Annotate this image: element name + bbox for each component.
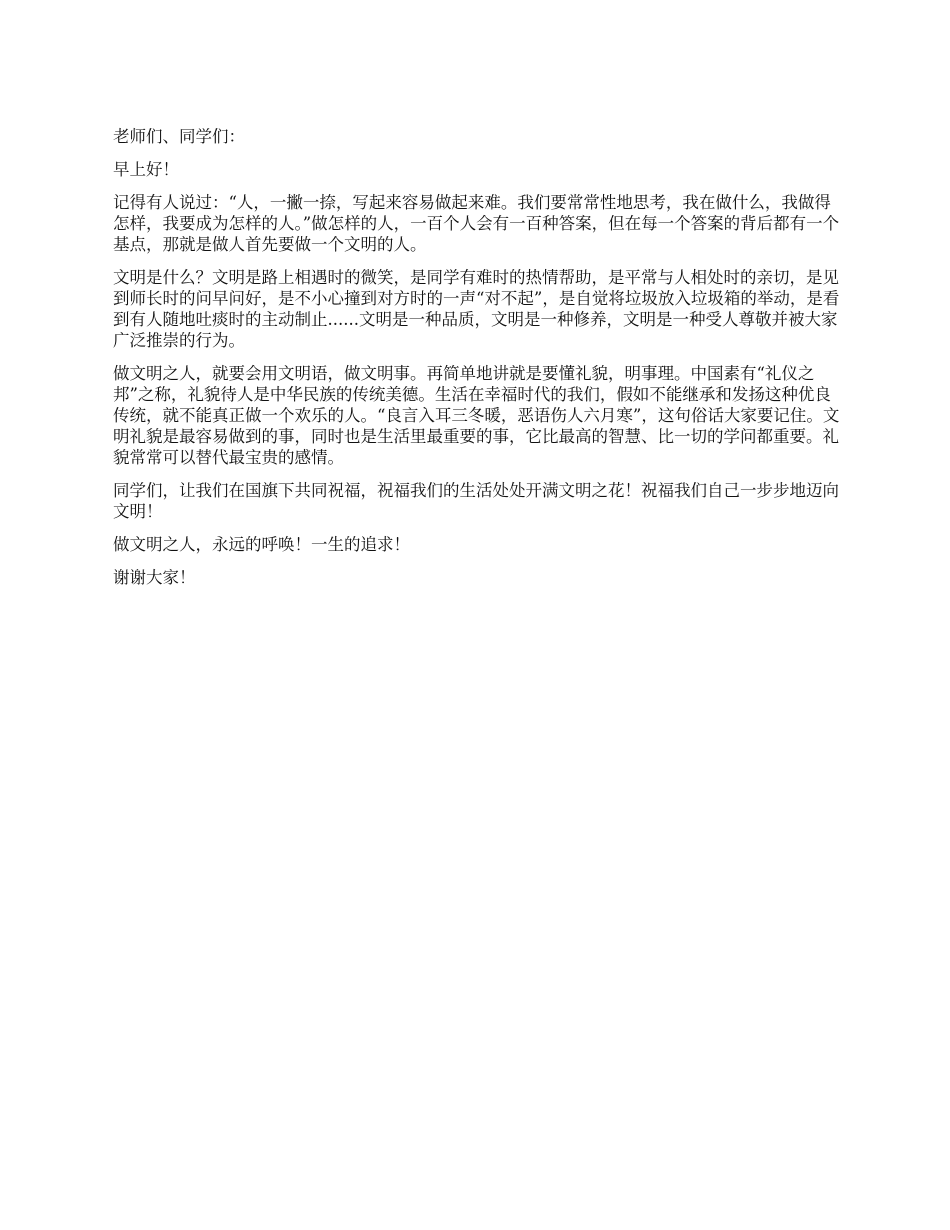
paragraph-blessing: 同学们，让我们在国旗下共同祝福，祝福我们的生活处处开满文明之花！祝福我们自己一步步地迈向文明！ <box>113 481 839 521</box>
paragraph-call: 做文明之人，永远的呼唤！一生的追求！ <box>113 535 410 554</box>
speech-body <box>113 126 843 600</box>
paragraph-what-is-civility: 文明是什么？文明是路上相遇时的微笑，是同学有难时的热情帮助，是平常与人相处时的亲切，是见到师长时的问早问好，是不小心撞到对方时的一声“对不起”，是自觉将垃圾放入垃圾箱的举动，是看到有人随地吐痰时的主动制止......文明是一种品质，文明是一种修养，文明是一种受人尊敬并被大家广泛推崇的行为。 <box>113 268 840 350</box>
salutation: 老师们、同学们： <box>113 127 245 146</box>
closing-thanks: 谢谢大家！ <box>113 568 196 587</box>
paragraph-be-civil: 做文明之人，就要会用文明语，做文明事。再简单地讲就是要懂礼貌，明事理。中国素有“礼仪之邦”之称，礼貌待人是中华民族的传统美德。生活在幸福时代的我们，假如不能继承和发扬这种优良传统，就不能真正做一个欢乐的人。“良言入耳三冬暖，恶语伤人六月寒”，这句俗话大家要记住。文明礼貌是最容易做到的事，同时也是生活里最重要的事，它比最高的智慧、比一切的学问都重要。礼貌常常可以替代最宝贵的感情。 <box>113 364 840 467</box>
greeting: 早上好！ <box>113 160 179 179</box>
paragraph-intro: 记得有人说过：“人，一撇一捺，写起来容易做起来难。我们要常常性地思考，我在做什么，我做得怎样，我要成为怎样的人。”做怎样的人，一百个人会有一百种答案，但在每一个答案的背后都有一个基点，那就是做人首先要做一个文明的人。 <box>113 193 840 254</box>
